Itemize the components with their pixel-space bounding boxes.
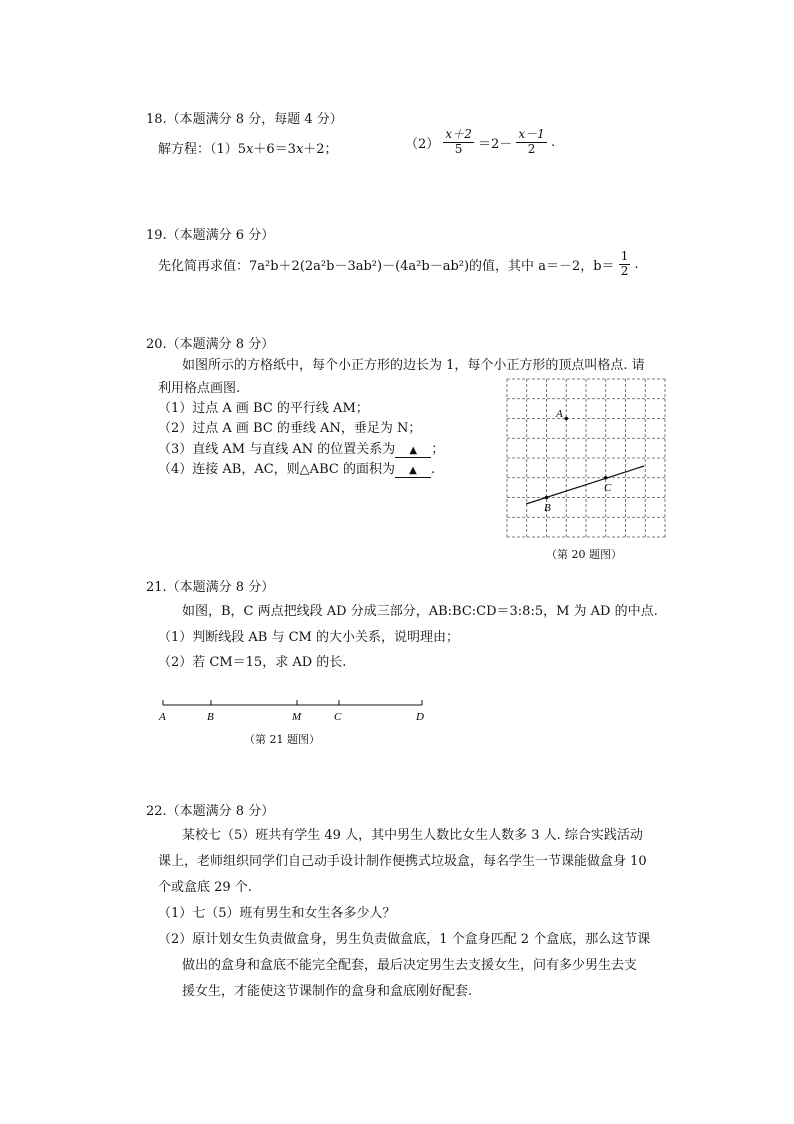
q18-equation-1 [158, 138, 338, 157]
q18-f2-den: 2 [527, 141, 536, 156]
q20-item-4-end: . [430, 462, 436, 477]
label-b: B [544, 502, 551, 514]
q19-text: 先化简再求值：7a²b＋2(2a²b－3ab²)－(4a²b－ab²)的值，其中 a＝－2，b＝ [158, 258, 615, 274]
q20-grid-figure [500, 372, 670, 544]
line-bc [526, 466, 644, 504]
q21-caption: （第 21 题图） [244, 733, 320, 746]
q18-f2-num: x－1 [518, 127, 545, 141]
q19-period: . [634, 256, 639, 272]
q20-item-3-text: （3）直线 AM 与直线 AN 的位置关系为 [158, 442, 396, 457]
q18-fraction-2 [516, 128, 546, 157]
q22-item-2-line-1: （2）原计划女生负责做盒身，男生负责做盒底，1 个盒身匹配 2 个盒底，那么这节课 [158, 932, 651, 947]
q20-item-2: （2）过点 A 画 BC 的垂线 AN，垂足为 N； [158, 421, 422, 436]
label-point-a: A [159, 711, 166, 723]
q22-para-line-1: 某校七（5）班共有学生 49 人，其中男生人数比女生人数多 3 人. 综合实践活动 [182, 828, 643, 843]
q18-mid2: ＝2－ [477, 136, 513, 152]
point-c [604, 476, 608, 480]
label-point-m: M [292, 711, 302, 723]
q18-f1-num: x＋2 [445, 127, 472, 141]
q18-var: x [246, 142, 254, 157]
q22-para-line-3: 个或盒底 29 个. [158, 880, 252, 895]
q21-item-1: （1）判断线段 AB 与 CM 的大小关系，说明理由； [158, 630, 459, 645]
q18-equation-2 [405, 128, 555, 157]
label-point-d: D [416, 711, 424, 723]
q19-fraction [619, 250, 631, 279]
grid-lines [507, 379, 665, 537]
q20-header: 20.（本题满分 8 分） [146, 337, 275, 352]
q19-frac-num: 1 [620, 249, 629, 263]
q22-para-line-2: 课上，老师组织同学们自己动手设计制作便携式垃圾盒，每名学生一节课能做盒身 10 [158, 854, 647, 869]
q18-fraction-1 [443, 128, 473, 157]
q20-answer-blank-3: ▲ [395, 445, 431, 458]
q20-intro-2: 利用格点画图. [158, 381, 241, 396]
q20-item-4-text: （4）连接 AB，AC，则△ABC 的面积为 [158, 462, 395, 477]
q22-header: 22.（本题满分 8 分） [146, 804, 275, 819]
q20-intro-1: 如图所示的方格纸中，每个小正方形的边长为 1，每个小正方形的顶点叫格点. 请 [182, 358, 645, 373]
q18-mid: ＋6＝3 [253, 142, 296, 157]
q19-header: 19.（本题满分 6 分） [146, 228, 275, 243]
q18-part2-label: （2） [405, 136, 440, 152]
q18-f1-den: 5 [454, 141, 463, 156]
point-b [545, 496, 549, 500]
label-point-b: B [207, 711, 214, 723]
q19-frac-den: 2 [620, 263, 629, 278]
q20-item-4 [158, 458, 435, 478]
q22-item-2-line-3: 援女生，才能使这节课制作的盒身和盒底刚好配套. [182, 984, 473, 999]
q18-var2: x [295, 142, 304, 157]
q18-period: . [550, 134, 556, 150]
q18-header: 18.（本题满分 8 分，每题 4 分） [146, 112, 343, 127]
q18-prefix: 解方程：（1）5 [158, 142, 247, 157]
point-a [564, 417, 568, 421]
q21-intro: 如图，B，C 两点把线段 AD 分成三部分，AB:BC:CD＝3:8:5，M 为 AD 的中点. [182, 604, 658, 619]
label-a: A [556, 408, 563, 420]
q18-end1: ＋2； [303, 142, 338, 157]
q22-item-1: （1）七（5）班有男生和女生各多少人？ [158, 906, 396, 921]
label-point-c: C [334, 711, 342, 723]
q20-item-1: （1）过点 A 画 BC 的平行线 AM； [158, 401, 369, 416]
q20-answer-blank-4: ▲ [395, 465, 431, 478]
q20-item-3-end: ； [431, 442, 445, 457]
q20-item-3 [158, 438, 444, 458]
label-c: C [604, 482, 612, 494]
q19-expression [158, 250, 639, 279]
q20-caption: （第 20 题图） [546, 548, 622, 561]
q22-item-2-line-2: 做出的盒身和盒底不能完全配套，最后决定男生去支援女生，问有多少男生去支 [182, 958, 638, 973]
q21-segment-figure [155, 695, 435, 727]
q21-header: 21.（本题满分 8 分） [146, 580, 275, 595]
q21-item-2: （2）若 CM＝15，求 AD 的长. [158, 655, 347, 670]
